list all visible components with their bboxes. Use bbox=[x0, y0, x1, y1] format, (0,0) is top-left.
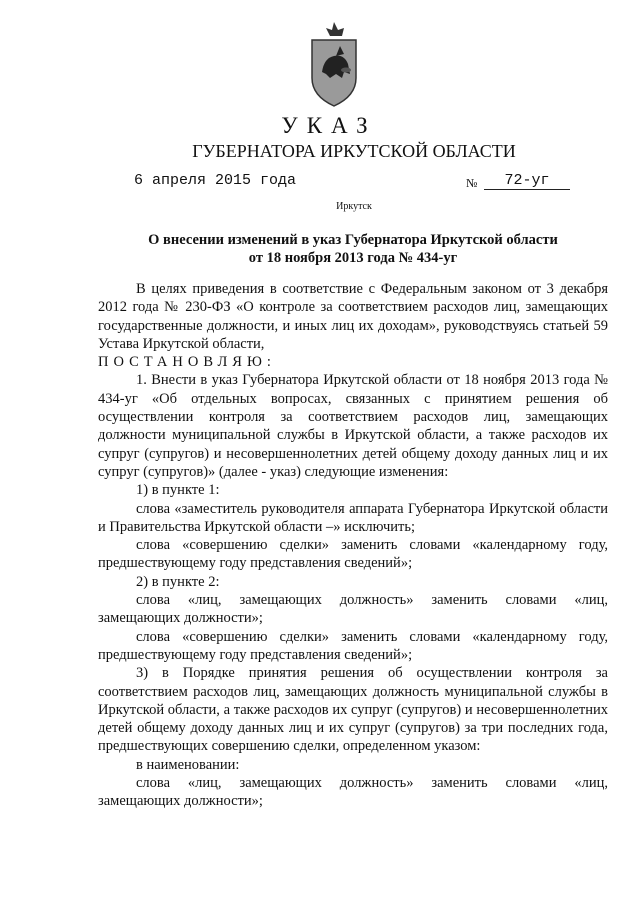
subitem-1-title: 1) в пункте 1: bbox=[136, 482, 220, 499]
subitem-3-title: 3) в Порядке принятия решения об осуществлении контроля за соответствием расходов лиц, замещающих должность муниципальной службы в Иркутской области, а также расходов их супруг (супругов) и несовершеннолетних детей общему доходу данных лиц и их супруг (супругов) за три последних года, предшествующих совершению сделки, определенном указом: bbox=[98, 665, 608, 755]
subitem-2-title: 2) в пункте 2: bbox=[136, 573, 220, 590]
item-1-paragraph: 1. Внести в указ Губернатора Иркутской области от 18 ноября 2013 года № 434-уг «Об отдельных вопросах, связанных с принятием решения об осуществлении контроля за соответствием расходов лиц, замещающих должности муниципальной службы в Иркутской области, а также расходов их супруг (супругов) и несовершеннолетних детей общему доходу данных лиц и их супруг (супругов)» (далее - указ) следующие изменения: bbox=[98, 372, 608, 480]
document-body bbox=[98, 280, 608, 811]
document-title: УКАЗ bbox=[281, 113, 377, 138]
document-issuer: ГУБЕРНАТОРА ИРКУТСКОЙ ОБЛАСТИ bbox=[192, 141, 516, 161]
document-heading bbox=[100, 231, 606, 267]
coat-of-arms-icon bbox=[308, 20, 360, 108]
subitem-3-text-a: слова «лиц, замещающих должность» заменить словами «лиц, замещающих должности»; bbox=[98, 775, 608, 810]
subitem-2-text-b: слова «совершению сделки» заменить словами «календарному году, предшествующему году представления сведений»; bbox=[98, 628, 608, 663]
document-date: 6 апреля 2015 года bbox=[134, 172, 297, 189]
subitem-2-text-a: слова «лиц, замещающих должность» заменить словами «лиц, замещающих должности»; bbox=[98, 592, 608, 627]
document-city: Иркутск bbox=[336, 201, 372, 212]
subitem-1-text-b: слова «совершению сделки» заменить словами «календарному году, предшествующему году представления сведений»; bbox=[98, 537, 608, 572]
document-number: 72-уг bbox=[484, 172, 570, 190]
heading-line-2: от 18 ноября 2013 года № 434-уг bbox=[248, 250, 458, 266]
preamble-paragraph: В целях приведения в соответствие с Федеральным законом от 3 декабря 2012 года № 230-ФЗ «О контроле за соответствием расходов лиц, замещающих государственные должности, и иных лиц их доходам», руководствуясь статьей 59 Устава Иркутской области, bbox=[98, 281, 608, 352]
heading-line-1: О внесении изменений в указ Губернатора Иркутской области bbox=[148, 232, 558, 248]
subitem-1-text-a: слова «заместитель руководителя аппарата Губернатора Иркутской области и Правительства Иркутской области –» исключить; bbox=[98, 500, 608, 535]
number-label: № bbox=[466, 176, 478, 190]
resolution-keyword: ПОСТАНОВЛЯЮ: bbox=[98, 354, 276, 371]
subitem-3-subheading: в наименовании: bbox=[136, 756, 240, 773]
